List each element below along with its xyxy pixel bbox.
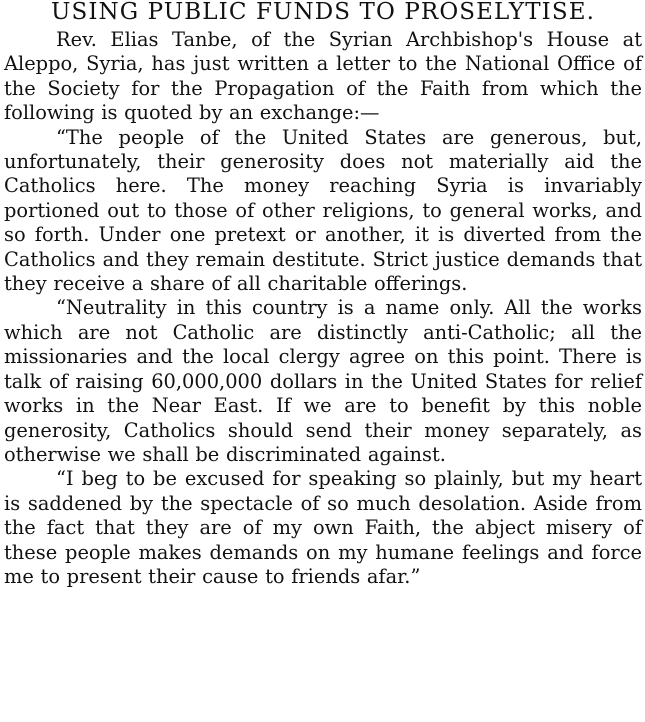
article-paragraph-quote-2: “Neutrality in this country is a name only. All the works which are not Catholic are distinctly anti-Catholic; all the missionaries and the local clergy agree on this point. There is talk of raising 60,000,000 dollars in the United States for relief works in the Near East. If we are to benefit by this noble generosity, Catholics should send their money separately, as otherwise we shall be discriminated against. xyxy=(4,296,642,466)
article-paragraph-intro: Rev. Elias Tanbe, of the Syrian Archbishop's House at Aleppo, Syria, has just written a letter to the National Office of the Society for the Propagation of the Faith from which the following is quoted by an exchange:— xyxy=(4,28,642,125)
article-paragraph-quote-3: “I beg to be excused for speaking so plainly, but my heart is saddened by the spectacle of so much desolation. Aside from the fact that they are of my own Faith, the abject misery of these people makes demands on my humane feelings and force me to present their cause to friends afar.” xyxy=(4,467,642,588)
newspaper-article xyxy=(4,0,642,589)
article-paragraph-quote-1: “The people of the United States are generous, but, unfortunately, their generosity does not materially aid the Catholics here. The money reaching Syria is invariably portioned out to those of other religions, to general works, and so forth. Under one pretext or another, it is diverted from the Catholics and they remain destitute. Strict justice demands that they receive a share of all charitable offerings. xyxy=(4,125,642,296)
article-headline: USING PUBLIC FUNDS TO PROSELYTISE. xyxy=(50,0,595,25)
